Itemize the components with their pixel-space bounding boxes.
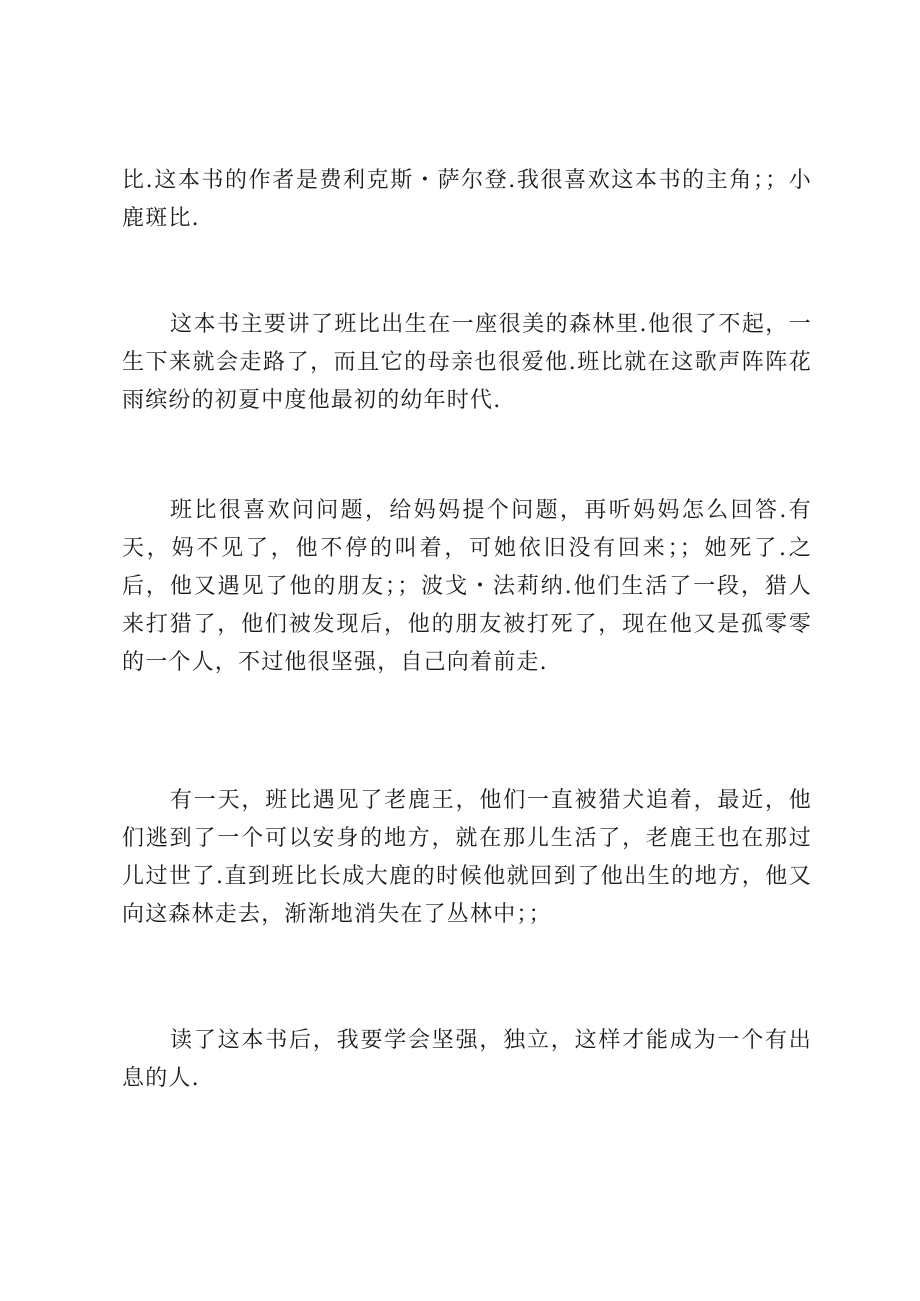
paragraph-5: 读了这本书后，我要学会坚强，独立，这样才能成为一个有出息的人.	[122, 1028, 812, 1091]
paragraph-3: 班比很喜欢问问题，给妈妈提个问题，再听妈妈怎么回答.有天，妈不见了，他不停的叫着，可她依旧没有回来；；她死了.之后，他又遇见了他的朋友；；波戈・法莉纳.他们生活了一段，猎人来打猎了，他们被发现后，他的朋友被打死了，现在他又是孤零零的一个人，不过他很坚强，自己向着前走.	[122, 498, 812, 675]
paragraph-1: 比.这本书的作者是费利克斯・萨尔登.我很喜欢这本书的主角；；小鹿斑比.	[122, 168, 812, 231]
paragraph-4: 有一天，班比遇见了老鹿王，他们一直被猎犬追着，最近，他们逃到了一个可以安身的地方，就在那儿生活了，老鹿王也在那过儿过世了.直到班比长成大鹿的时候他就回到了他出生的地方，他又向这森林走去，渐渐地消失在了丛林中；；	[122, 788, 812, 927]
paragraph-2: 这本书主要讲了班比出生在一座很美的森林里.他很了不起，一生下来就会走路了，而且它的母亲也很爱他.班比就在这歌声阵阵花雨缤纷的初夏中度他最初的幼年时代.	[122, 312, 812, 413]
